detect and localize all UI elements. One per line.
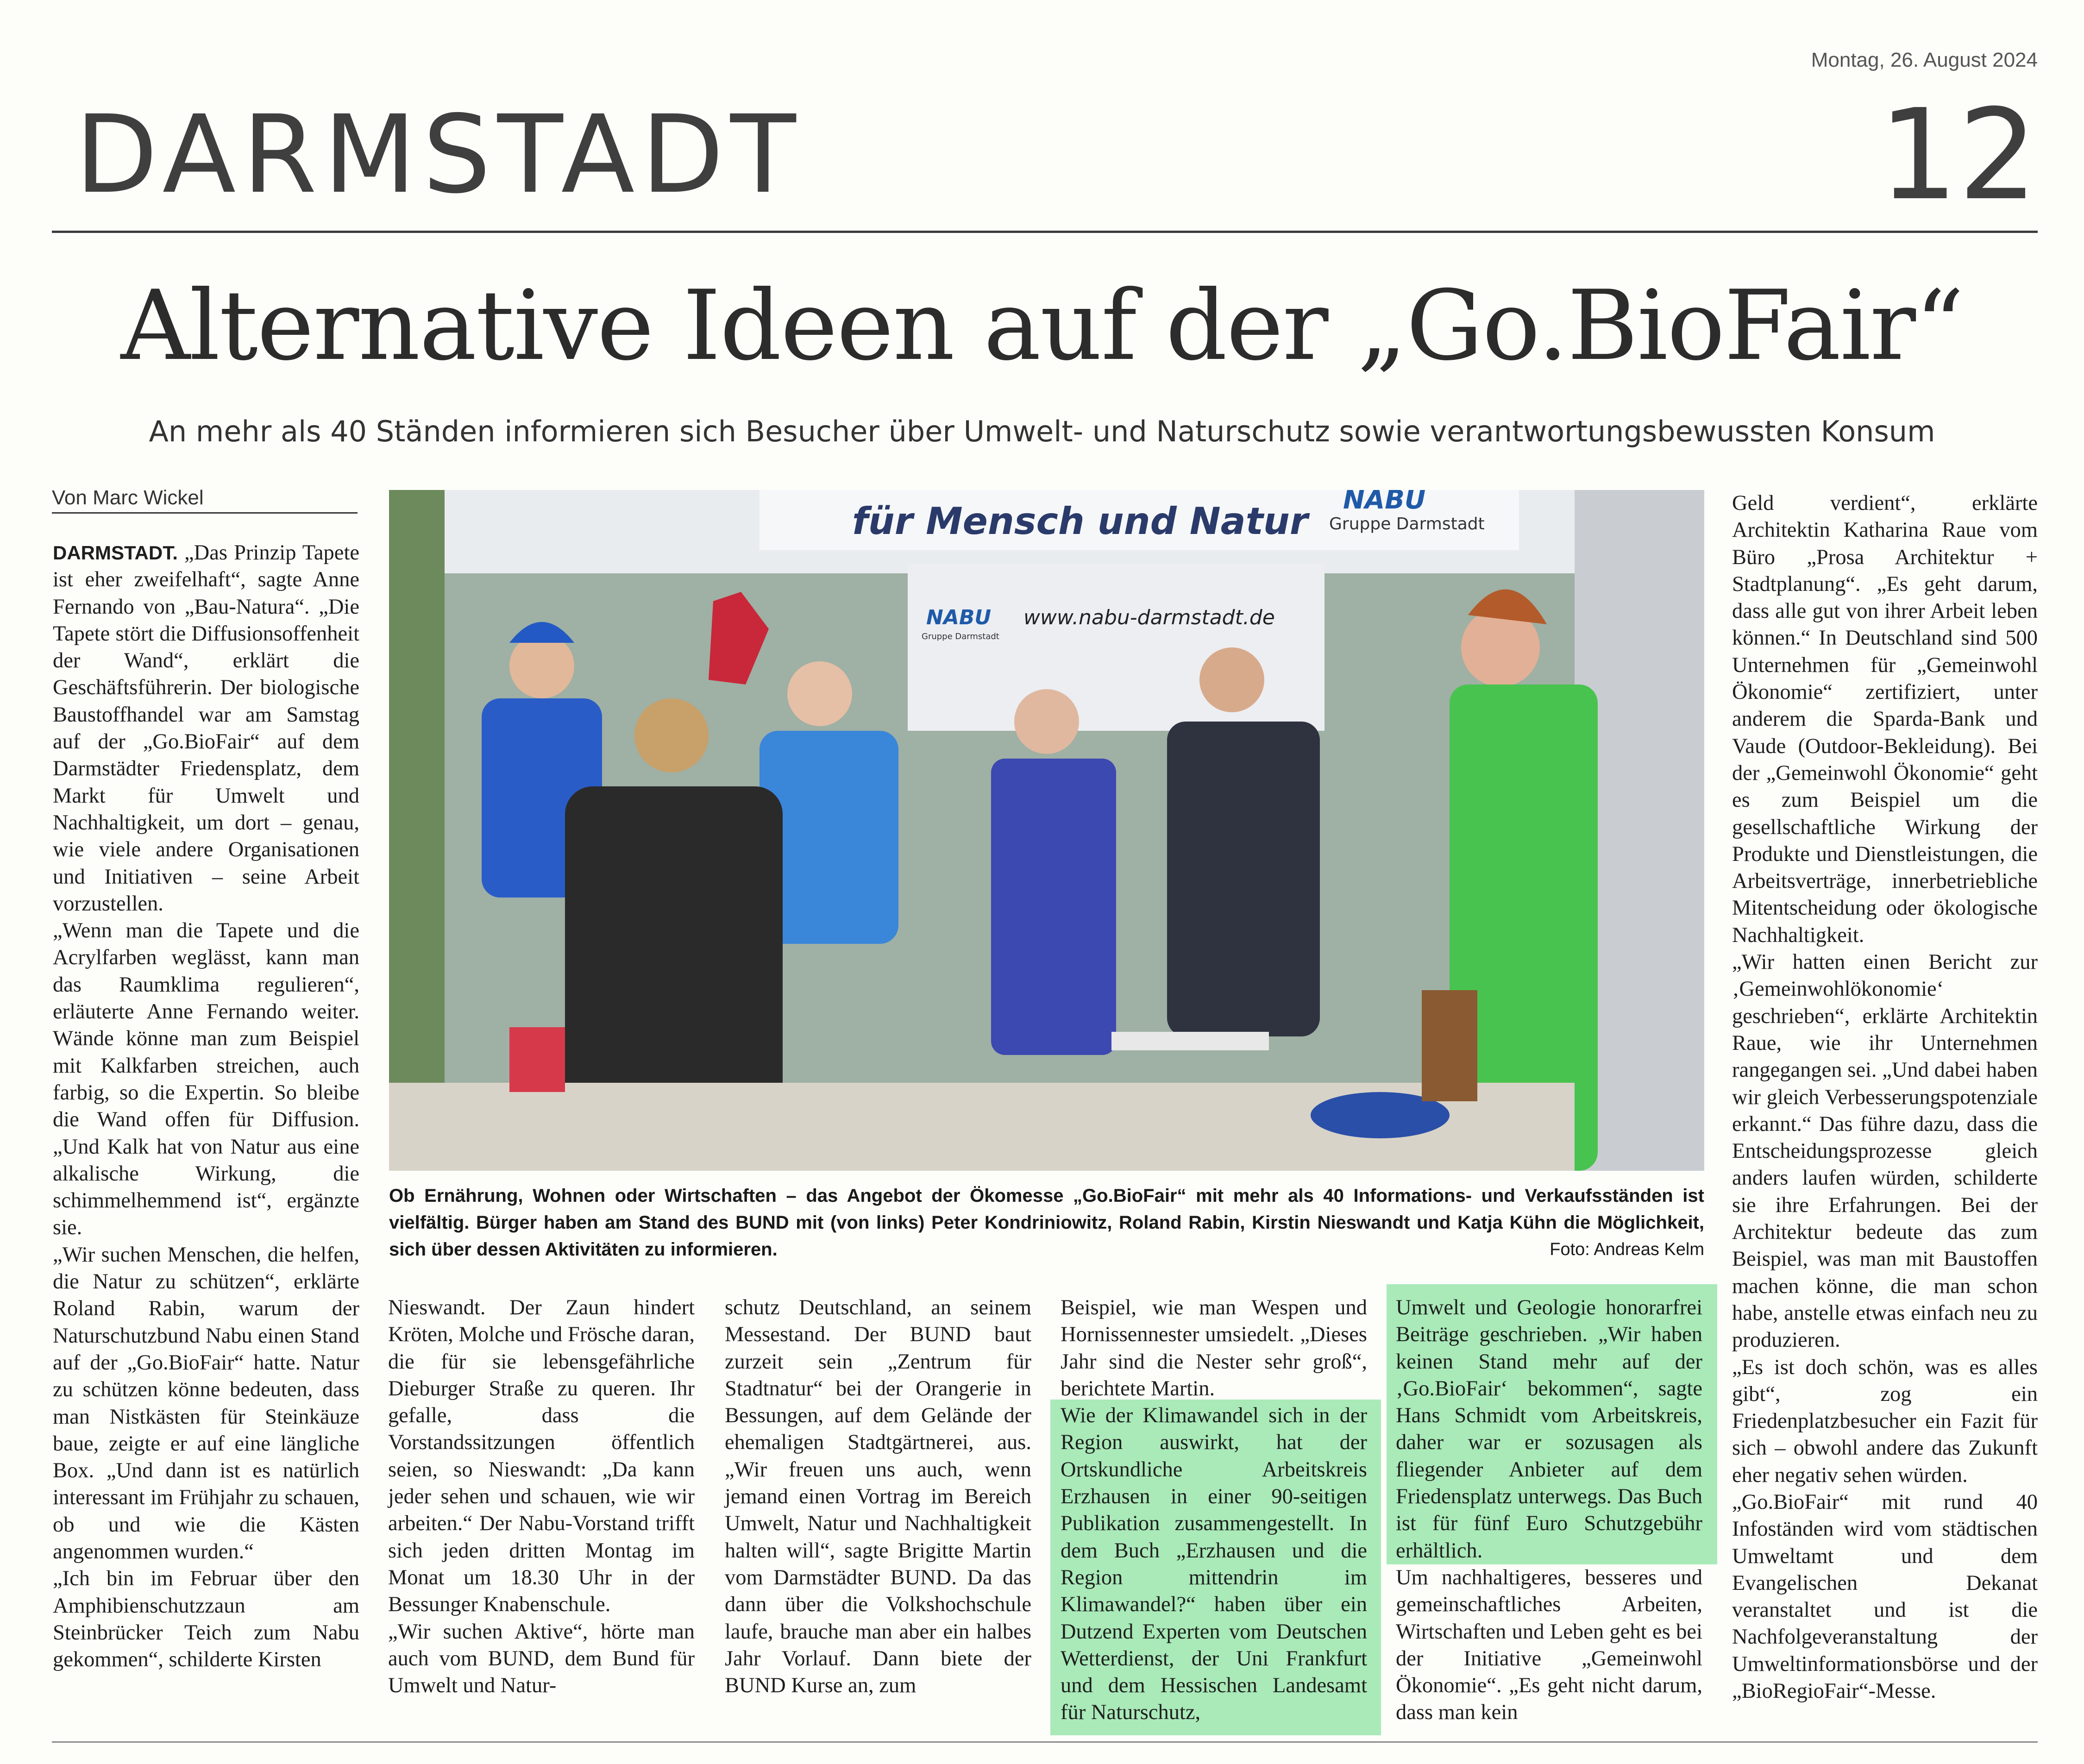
paragraph: „Es ist doch schön, was es alles gibt“, zog ein Friedenplatzbesucher ein Fazit für sich – obwohl andere das Zukunft eher negativ sehen würden. <box>1732 1355 2038 1487</box>
photo-illustration <box>389 490 1704 1171</box>
article-photo <box>389 490 1704 1171</box>
article-column-1 <box>53 540 359 1673</box>
banner-text: für Mensch und Natur <box>852 500 1308 543</box>
paragraph: „Wir hatten einen Bericht zur ‚Gemeinwohlökonomie‘ geschrieben“, erklärte Architektin Raue, wie ihr Unternehmen rangegangen sei. „Und dabei haben wir gleich Verbesserungspotenziale erkannt.“ Das führe dazu, dass die Entscheidungsprozesse gleich anders laufen würden, schilderte sie ihre Erfahrungen. Bei der Architektur bedeute das zum Beispiel, was man mit Baustoffen machen könne, die man schon habe, anstelle etwas einfach neu zu produzieren. <box>1732 950 2038 1352</box>
page-number: 12 <box>1878 82 2038 228</box>
paragraph: „Wir suchen Aktive“, hörte man auch vom BUND, dem Bund für Umwelt und Natur- <box>388 1620 695 1698</box>
paragraph: schutz Deutschland, an seinem Messestand. Der BUND baut zurzeit sein „Zentrum für Stadtnatur“ bei der Orangerie in Bessungen, auf dem Gelände der ehemaligen Stadtgärtnerei, aus. „Wir freuen uns auch, wenn jemand einen Vortrag im Bereich Umwelt, Natur und Nachhaltigkeit halten will“, sagte Brigitte Martin vom Darmstädter BUND. Da das dann über die Volkshochschule laufe, brauche man aber ein halbes Jahr Vorlauf. Dann biete der BUND Kurse an, zum <box>725 1296 1031 1698</box>
paragraph: „Wir suchen Menschen, die helfen, die Natur zu schützen“, erklärte Roland Rabin, warum der Naturschutzbund Nabu einen Stand auf der „Go.BioFair“ hatte. Natur zu schützen könne bedeuten, dass man Nistkästen für Steinkäuze baue, zeigte er auf eine längliche Box. „Und dann ist es natürlich interessant im Frühjahr zu schauen, ob und wie die Kästen angenommen wurden.“ <box>53 1243 359 1563</box>
caption-text: Ob Ernährung, Wohnen oder Wirtschaften – das Angebot der Ökomesse „Go.BioFair“ mit mehr als 40 Informations- und Verkaufsständen ist vielfältig. Bürger haben am Stand des BUND mit (von links) Peter Kondriniowitz, Roland Rabin, Kirstin Nieswandt und Katja Kühn die Möglichkeit, sich über dessen Aktivitäten zu informieren. <box>389 1186 1704 1260</box>
paragraph: Nieswandt. Der Zaun hindert Kröten, Molche und Frösche daran, die für sie lebensgefährliche Dieburger Straße zu queren. Ihr gefalle, dass die Vorstandssitzungen öffentlich seien, so Nieswandt: „Da kann jeder sehen und schauen, wie wir arbeiten.“ Der Nabu-Vorstand trifft sich jeden dritten Montag im Monat um 18.30 Uhr in der Bessunger Knabenschule. <box>388 1296 695 1617</box>
byline: Von Marc Wickel <box>52 486 358 514</box>
banner-group: Gruppe Darmstadt <box>1329 515 1485 534</box>
sign-logo: NABU <box>926 606 992 629</box>
article-column-2 <box>388 1294 695 1699</box>
sign-group: Gruppe Darmstadt <box>922 632 999 641</box>
dateline: DARMSTADT. <box>53 542 178 564</box>
paragraph: Geld verdient“, erklärte Architektin Katharina Raue vom Büro „Prosa Architektur + Stadtplanung“. „Es geht darum, dass alle gut von ihrer Arbeit leben können.“ In Deutschland sind 500 Unternehmen für „Gemeinwohl Ökonomie“ zertifiziert, unter anderem die Sparda-Bank und Vaude (Outdoor-Bekleidung). Bei der „Gemeinwohl Ökonomie“ geht es zum Beispiel um die gesellschaftliche Wirkung der Produkte und Dienstleistungen, die Arbeitsverträge, innerbetriebliche Mitentscheidung oder ökologische Nachhaltigkeit. <box>1732 491 2038 947</box>
paragraph: „Go.BioFair“ mit rund 40 Infoständen wird vom städtischen Umweltamt und dem Evangelischen Dekanat veranstaltet und ist die Nachfolgeveranstaltung der Umweltinformationsbörse und der „BioRegioFair“-Messe. <box>1732 1490 2038 1703</box>
paragraph: Um nachhaltigeres, besseres und gemeinschaftliches Arbeiten, Wirtschaften und Leben geht es bei der Initiative „Gemeinwohl Ökonomie“. „Es geht nicht darum, dass man kein <box>1396 1565 1702 1725</box>
paragraph: Beispiel, wie man Wespen und Hornissennester umsiedelt. „Dieses Jahr sind die Nester sehr groß“, berichtete Martin. <box>1061 1296 1367 1400</box>
article-column-4 <box>1061 1294 1367 1726</box>
article-column-5 <box>1396 1294 1702 1726</box>
paragraph: „Wenn man die Tapete und die Acrylfarben weglässt, kann man das Raumklima regulieren“, erläuterte Anne Fernando weiter. Wände könne man zum Beispiel mit Kalkfarben streichen, auch farbig, so die Expertin. So bleibe die Wand offen für Diffusion. „Und Kalk hat von Natur aus eine alkalische Wirkung, die schimmelhemmend ist“, ergänzte sie. <box>53 919 359 1240</box>
photo-caption <box>389 1182 1704 1263</box>
paragraph: Wie der Klimawandel sich in der Region auswirkt, hat der Ortskundliche Arbeitskreis Erzhausen in einer 90-seitigen Publikation zusammengestellt. In dem Buch „Erzhausen und die Region mittendrin im Klimawandel?“ haben über ein Dutzend Experten vom Deutschen Wetterdienst, der Uni Frankfurt und dem Hessischen Landesamt für Naturschutz, <box>1061 1404 1367 1725</box>
paragraph: „Ich bin im Februar über den Amphibienschutzzaun am Steinbrücker Teich zum Nabu gekommen“, schilderte Kirsten <box>53 1567 359 1672</box>
subheadline: An mehr als 40 Ständen informieren sich Besucher über Umwelt- und Naturschutz sowie verantwortungsbewussten Konsum <box>149 414 1935 448</box>
section-title: DARMSTADT <box>75 92 803 217</box>
banner-logo: NABU <box>1343 490 1426 515</box>
photo-credit: Foto: Andreas Kelm <box>1550 1240 1704 1259</box>
footer-rule <box>52 1741 2038 1743</box>
paragraph: Umwelt und Geologie honorarfrei Beiträge geschrieben. „Wir haben keinen Stand mehr auf der ‚Go.BioFair‘ bekommen“, sagte Hans Schmidt vom Arbeitskreis, daher war er sozusagen als fliegender Anbieter auf dem Friedensplatz unterwegs. Das Buch ist für fünf Euro Schutzgebühr erhältlich. <box>1396 1296 1702 1563</box>
header-rule <box>52 231 2038 233</box>
sign-url: www.nabu-darmstadt.de <box>1023 606 1275 629</box>
article-column-6 <box>1732 490 2038 1705</box>
issue-date: Montag, 26. August 2024 <box>1811 49 2038 71</box>
headline: Alternative Ideen auf der „Go.BioFair“ <box>120 270 1964 382</box>
article-column-3 <box>725 1294 1031 1699</box>
paragraph: „Das Prinzip Tapete ist eher zweifelhaft“, sagte Anne Fernando von „Bau-Natura“. „Die Tapete stört die Diffusionsoffenheit der Wand“, erklärt die Geschäftsführerin. Der biologische Baustoffhandel war am Samstag auf der „Go.BioFair“ auf dem Darmstädter Friedensplatz, dem Markt für Umwelt und Nachhaltigkeit, um dort – genau, wie viele andere Organisationen und Initiativen – seine Arbeit vorzustellen. <box>53 541 360 916</box>
